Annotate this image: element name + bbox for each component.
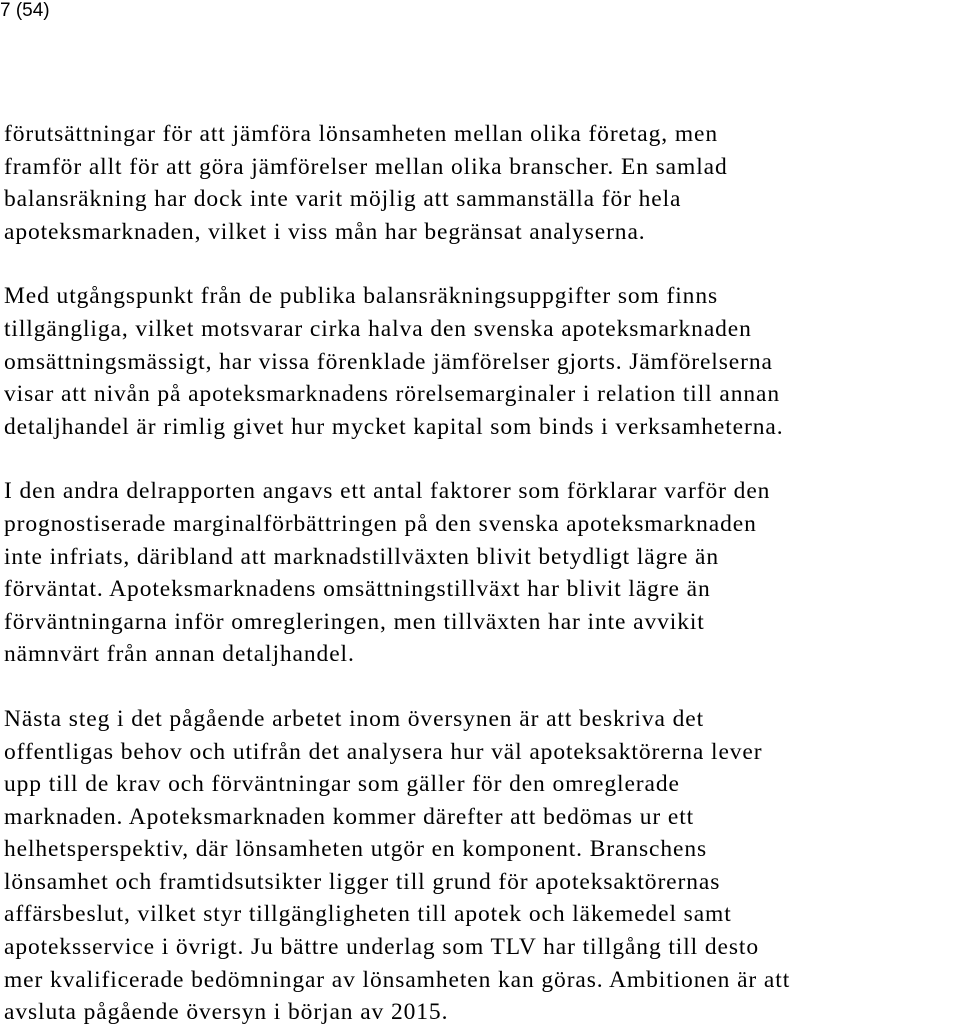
document-body [4,118,960,1029]
paragraph-2 [4,280,960,443]
page-number: 7 (54) [0,0,50,21]
paragraph-spacer [4,671,960,703]
text-line: Nästa steg i det pågående arbetet inom översynen är att beskriva det [4,705,705,732]
text-line: balansräkning har dock inte varit möjlig att sammanställa för hela [4,186,682,213]
text-line: mer kvalificerade bedömningar av lönsamheten kan göras. Ambitionen är att [4,966,791,993]
text-line: nämnvärt från annan detaljhandel. [4,641,355,668]
text-line: I den andra delrapporten angavs ett antal faktorer som förklarar varför den [4,478,771,505]
paragraph-spacer [4,443,960,475]
text-line: upp till de krav och förväntningar som gäller för den omreglerade [4,771,680,798]
text-line: apoteksmarknaden, vilket i viss mån har begränsat analyserna. [4,218,646,245]
text-line: prognostiserade marginalförbättringen på den svenska apoteksmarknaden [4,510,757,537]
text-line: omsättningsmässigt, har vissa förenklade jämförelser gjorts. Jämförelserna [4,348,773,375]
text-line: lönsamhet och framtidsutsikter ligger till grund för apoteksaktörernas [4,868,721,895]
text-line: marknaden. Apoteksmarknaden kommer därefter att bedömas ur ett [4,803,695,830]
text-line: offentligas behov och utifrån det analysera hur väl apoteksaktörerna lever [4,738,763,765]
text-line: avsluta pågående översyn i början av 2015. [4,999,449,1026]
paragraph-spacer [4,248,960,280]
text-line: affärsbeslut, vilket styr tillgängligheten till apotek och läkemedel samt [4,901,732,928]
text-line: framför allt för att göra jämförelser mellan olika branscher. En samlad [4,153,728,180]
text-line: detaljhandel är rimlig givet hur mycket kapital som binds i verksamheterna. [4,413,784,440]
paragraph-1 [4,118,960,248]
text-line: inte infriats, däribland att marknadstillväxten blivit betydligt lägre än [4,543,720,570]
text-line: förväntningarna inför omregleringen, men tillväxten har inte avvikit [4,608,705,635]
text-line: apoteksservice i övrigt. Ju bättre underlag som TLV har tillgång till desto [4,934,759,961]
text-line: förutsättningar för att jämföra lönsamheten mellan olika företag, men [4,121,718,147]
text-line: visar att nivån på apoteksmarknadens rörelsemarginaler i relation till annan [4,381,780,408]
text-line: förväntat. Apoteksmarknadens omsättningstillväxt har blivit lägre än [4,576,711,603]
text-line: helhetsperspektiv, där lönsamheten utgör en komponent. Branschens [4,836,708,863]
paragraph-4 [4,703,960,1029]
paragraph-3 [4,475,960,671]
text-line: Med utgångspunkt från de publika balansräkningsuppgifter som finns [4,283,719,310]
text-line: tillgängliga, vilket motsvarar cirka halva den svenska apoteksmarknaden [4,315,752,342]
